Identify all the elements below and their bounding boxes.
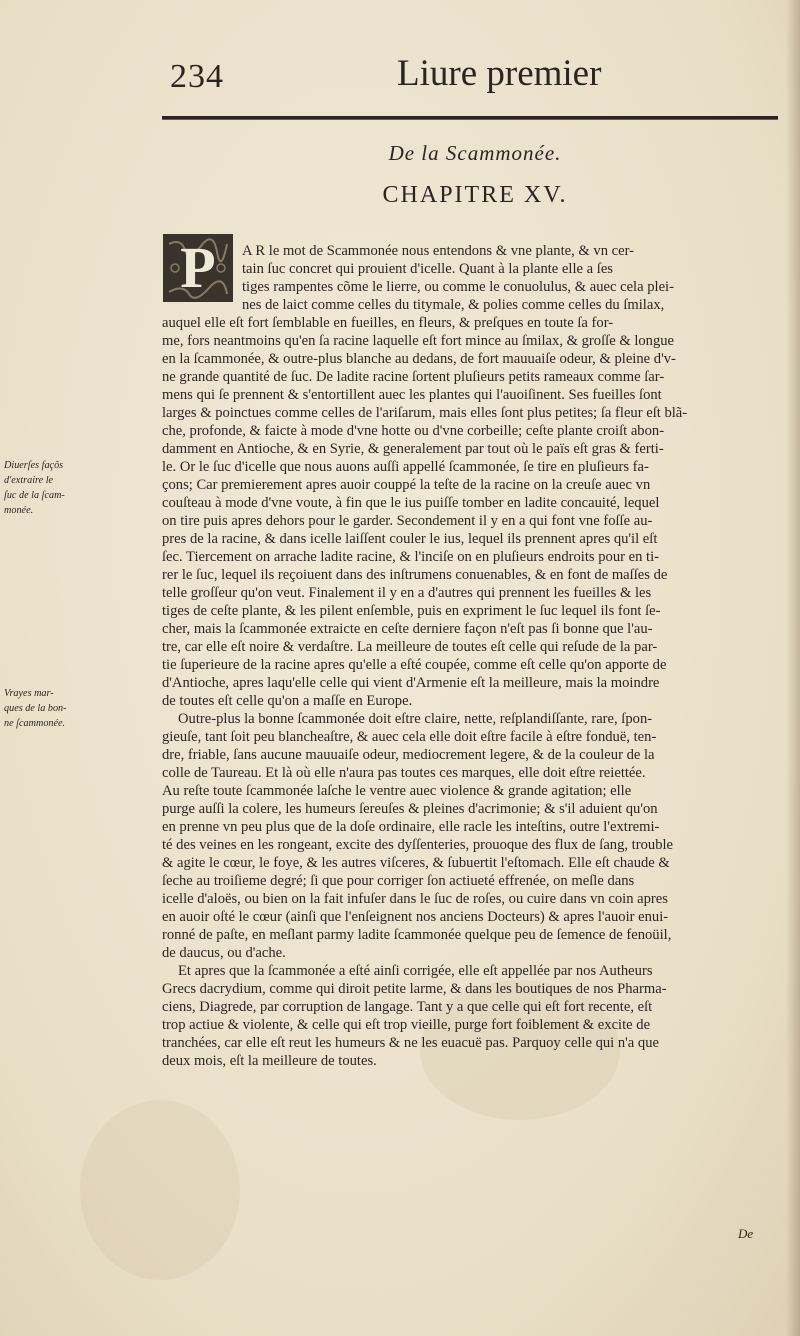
text-line: tiges rampentes cõme le lierre, ou comme le conuolulus, & auec cela plei- [242, 279, 674, 295]
text-line: dre, friable, ſans aucune mauuaiſe odeur, mediocrement legere, & de la couleur de la [162, 747, 655, 763]
text-line: larges & poinctues comme celles de l'ariſarum, mais elles ſont plus petites; ſa fleur eſt blã- [162, 405, 688, 421]
text-line: rer le ſuc, lequel ils reçoiuent dans des inſtrumens conuenables, & en font de maſſes de [162, 567, 668, 583]
text-line: me, fors neantmoins qu'en ſa racine laquelle eſt fort mince au ſmilax, & groſſe & longue [162, 333, 675, 349]
text-line: nes de laict comme celles du titymale, & polies comme celles du ſmilax, [242, 297, 665, 313]
margin-note-line: Vrayes mar- [4, 688, 54, 699]
section-title: De la Scammonée. [388, 141, 562, 165]
text-line: d'Antioche, apres laqu'elle celle qui vient d'Armenie eſt la meilleure, mais la moindre [162, 675, 660, 691]
text-line: on tire puis apres dehors pour le garder. Secondement il y en a qui font vne foſſe au- [162, 513, 653, 529]
text-line: ronné de paſte, en meſlant parmy ladite ſcammonée quelque peu de ſemence de fenoüil, [162, 927, 672, 943]
running-head [160, 48, 800, 108]
text-line: ſeche au troiſieme degré; ſi que pour corriger ſon actiueté effrenée, on meſle dans [162, 873, 635, 889]
text-line: tranchées, car elle eſt reut les humeurs & ne les euacuë pas. Parquoy celle qui n'a que [162, 1035, 659, 1051]
text-line: le. Or le ſuc d'icelle que nous auons auſſi appellé ſcammonée, ſe tire en pluſieurs fa- [162, 459, 649, 475]
text-line: en la ſcammonée, & outre-plus blanche au dedans, de fort mauuaiſe odeur, & pleine d'v- [162, 351, 676, 367]
margin-note-line: ſuc de la ſcam- [4, 490, 65, 501]
text-line: té des veines en les rongeant, excite des dyſſenteries, prouoque des flux de ſang, trouble [162, 837, 674, 853]
text-line: deux mois, eſt la meilleure de toutes. [162, 1053, 377, 1069]
text-line: icelle d'aloës, ou bien on la fait infuſer dans le ſuc de roſes, ou cuire dans vn coin apres [162, 891, 668, 907]
text-line: tie ſuperieure de la racine apres qu'elle a eſté coupée, comme eſt celle qu'on apporte de [162, 657, 667, 673]
text-line: auquel elle eſt fort ſemblable en fueilles, en fleurs, & preſques en toute ſa for- [162, 315, 614, 331]
text-line: ſec. Tiercement on arrache ladite racine, & l'inciſe on en pluſieurs endroits pour en ti- [162, 549, 660, 565]
chapter-heading: CHAPITRE XV. [382, 182, 568, 208]
running-title: Liure premier [397, 53, 602, 94]
text-line: Grecs dacrydium, comme qui diroit petite larme, & dans les boutiques de nos Pharma- [162, 981, 667, 997]
text-line: colle de Taureau. Et là où elle n'aura pas toutes ces marques, elle doit eſtre reiettée. [162, 765, 646, 781]
text-line: Et apres que la ſcammonée a eſté ainſi corrigée, elle eſt appellée par nos Autheurs [178, 963, 653, 979]
text-line: purge auſſi la colere, les humeurs ſereuſes & pleines d'acrimonie; & s'il aduient qu'on [162, 801, 658, 817]
margin-note-line: ne ſcammonée. [4, 718, 66, 729]
text-line: cher, mais la ſcammonée extraicte en ceſte derniere façon n'eſt pas ſi bonne que l'au- [162, 621, 653, 637]
text-line: pres de la racine, & dans icelle laiſſent couler le ius, lequel ils prennent apres qu'il eſt [162, 531, 658, 547]
text-line: telle groſſeur qu'on veut. Finalement il y en a d'autres qui prennent les fueilles & les [162, 585, 652, 601]
header-rule [162, 116, 778, 120]
text-line: mens qui ſe prennent & s'entortillent auec les plantes qui l'auoiſinent. Ses fueilles ſont [162, 387, 662, 403]
margin-note [4, 686, 154, 731]
text-line: tre, car elle eſt noire & verdaſtre. La meilleure de toutes eſt celle qui reſude de la par- [162, 639, 658, 655]
text-line: de daucus, ou d'ache. [162, 945, 286, 961]
text-line: tiges de ceſte plante, & les pilent enſemble, puis en expriment le ſuc lequel ils font ſe- [162, 603, 661, 619]
text-line: Au reſte toute ſcammonée laſche le ventre auec violence & grande agitation; elle [162, 783, 632, 799]
catchword: De [738, 1226, 754, 1241]
text-line: & agite le cœur, le foye, & les autres viſceres, & ſubuertit l'eſtomach. Elle eſt chaude & [162, 855, 670, 871]
margin-note-line: Diuerſes façõs [4, 460, 64, 471]
page-number: 234 [170, 58, 224, 95]
decorated-initial [163, 234, 233, 302]
text-line: çons; Car premierement apres auoir couppé la teſte de la racine on la creuſe auec vn [162, 477, 651, 493]
drop-cap-letter: P [180, 235, 216, 300]
margin-note-line: ques de la bon- [4, 703, 67, 714]
text-line: couſteau à mode d'vne voute, à fin que le ius puiſſe tomber en ladite concauité, lequel [162, 495, 660, 511]
margin-note-line: d'extraire le [4, 475, 54, 486]
margin-note-line: monée. [4, 505, 34, 516]
text-line: A R le mot de Scammonée nous entendons & vne plante, & vn cer- [242, 243, 635, 259]
text-line: Outre-plus la bonne ſcammonée doit eſtre claire, nette, reſplandiſſante, rare, ſpon- [178, 711, 653, 727]
text-line: che, profonde, & faicte à mode d'vne hotte ou d'vne corbeille; ceſte plante croiſt abon- [162, 423, 665, 439]
text-line: trop actiue & violente, & celle qui eſt trop vieille, purge fort foiblement & excite de [162, 1017, 651, 1033]
text-line: en prenne vn peu plus que de la doſe ordinaire, elle racle les inteſtins, outre l'extremi- [162, 819, 660, 835]
text-line: en auoir oſté le cœur (ainſi que l'enſeignent nos anciens Docteurs) & apres l'auoir enui- [162, 909, 669, 925]
text-line: ciens, Diagrede, par corruption de langage. Tant y a que celle qui eſt fort recente, eſt [162, 999, 653, 1015]
text-line: ne grande quantité de ſuc. De ladite racine ſortent pluſieurs petits rameaux comme ſar- [162, 369, 665, 385]
text-line: tain ſuc concret qui prouient d'icelle. Quant à la plante elle a ſes [242, 261, 613, 277]
text-line: damment en Antioche, & en Syrie, & generalement par tout où le païs eſt gras & ferti- [162, 441, 664, 457]
paper-stain [80, 1100, 240, 1280]
text-line: de toutes eſt celle qu'on a maſſe en Europe. [162, 693, 413, 709]
text-line: gieuſe, tant ſoit peu blancheaſtre, & auec cela elle doit eſtre facile à eſtre fonduë, ten- [162, 729, 657, 745]
margin-note [4, 458, 154, 518]
